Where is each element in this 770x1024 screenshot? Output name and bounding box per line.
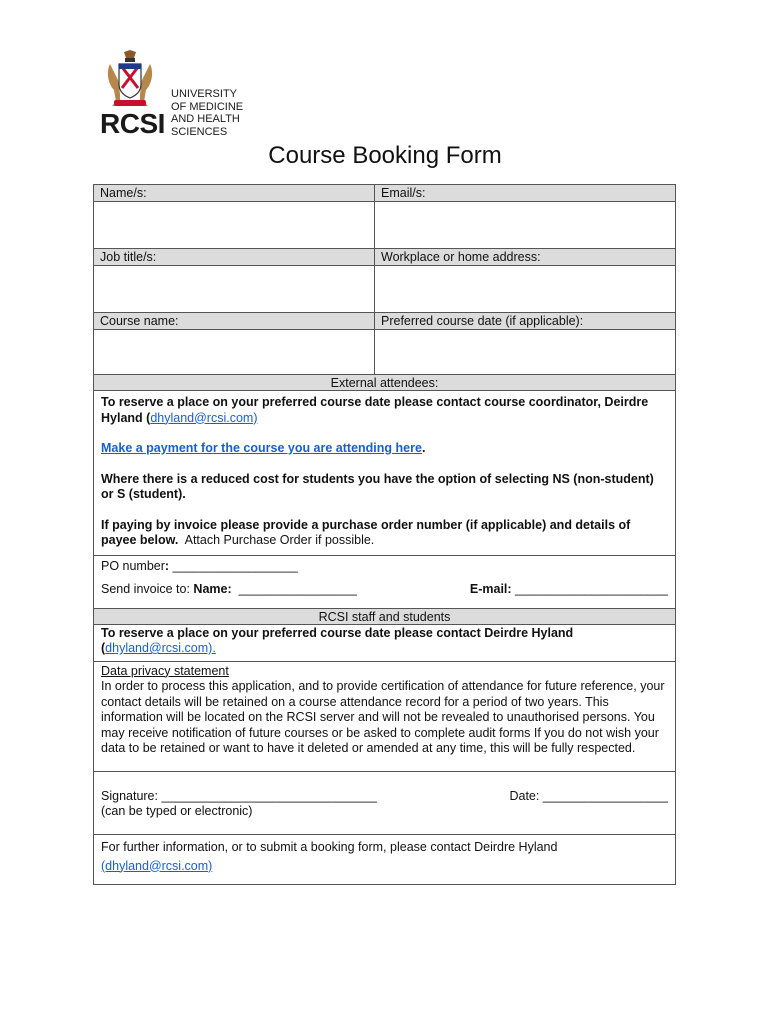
coat-of-arms-icon [104,50,156,108]
form-row-job [94,249,675,313]
reduced-cost-text: Where there is a reduced cost for students you have the option of selecting NS (non-student) or S (student). [101,471,654,501]
names-field[interactable] [94,202,374,249]
footer-email-link[interactable]: (dhyland@rcsi.com) [101,858,213,873]
rcsi-wordmark: RCSI [100,108,165,139]
emails-label: Email/s: [375,185,675,202]
signature-note: (can be typed or electronic) [101,804,253,818]
invoice-email-field[interactable]: ______________________ [515,582,668,596]
coordinator-email-link[interactable]: dhyland@rcsi.com) [150,410,258,425]
booking-form [93,184,676,885]
signature-field[interactable]: _______________________________ [161,788,377,803]
privacy-statement [94,662,675,772]
privacy-text: In order to process this application, and to provide certification of attendance for future reference, your contact details will be retained on a course attendance record for a period of two years. This information will be located on the RCSI server and will not be revealed to unauthorised persons. You may receive notification of future courses or be asked to complete audit forms If you do not wish your data to be retained or want to have it deleted or amended at any time, this will be fully respected. [101,679,665,755]
staff-info [94,625,675,662]
date-field[interactable]: __________________ [542,788,668,803]
external-attendees-header: External attendees: [94,375,675,391]
footer-info [94,835,675,884]
invoice-text: If paying by invoice please provide a purchase order number (if applicable) and details of payee below. Attach Purchase Order if possible. [101,517,631,547]
emails-field[interactable] [375,202,675,249]
signature-section [94,772,675,835]
form-row-names [94,185,675,249]
privacy-title: Data privacy statement [101,663,229,678]
external-reserve-text: To reserve a place on your preferred course date please contact course coordinator, Deirdre Hyland (dhyland@rcsi.com) [101,395,649,425]
preferred-date-field[interactable] [375,330,675,375]
logo-line: OF MEDICINE [171,100,244,113]
course-name-label: Course name: [94,313,374,330]
names-label: Name/s: [94,185,374,202]
staff-email-link[interactable]: dhyland@rcsi.com). [105,641,216,655]
job-title-label: Job title/s: [94,249,374,266]
workplace-label: Workplace or home address: [375,249,675,266]
payment-paragraph: Make a payment for the course you are attending here. [101,441,426,455]
rcsi-logo [100,50,260,140]
logo-line: UNIVERSITY [171,88,238,100]
staff-reserve-text: To reserve a place on your preferred course date please contact Deirdre Hyland (dhyland@rcsi.com). [101,625,574,655]
invoice-details [94,556,675,609]
po-number-row: PO number: __________________ [101,558,298,573]
send-invoice-row: Send invoice to: Name: _________________ E-mail: ______________________ [101,582,668,596]
job-title-field[interactable] [94,266,374,313]
staff-students-header: RCSI staff and students [94,609,675,625]
footer-text: For further information, or to submit a booking form, please contact Deirdre Hyland [101,839,558,854]
logo-line: AND HEALTH [171,113,240,125]
workplace-field[interactable] [375,266,675,313]
logo-line: SCIENCES [171,125,228,138]
external-info [94,391,675,556]
invoice-name-field[interactable]: _________________ [238,582,357,596]
signature-row: Signature: _______________________________ Date: __________________ [101,788,668,803]
page-title: Course Booking Form [268,142,502,169]
form-row-course [94,313,675,375]
payment-link[interactable]: Make a payment for the course you are attending here [101,441,422,455]
course-name-field[interactable] [94,330,374,375]
preferred-date-label: Preferred course date (if applicable): [375,313,675,330]
university-name [171,88,243,138]
po-number-field[interactable]: __________________ [172,558,298,573]
